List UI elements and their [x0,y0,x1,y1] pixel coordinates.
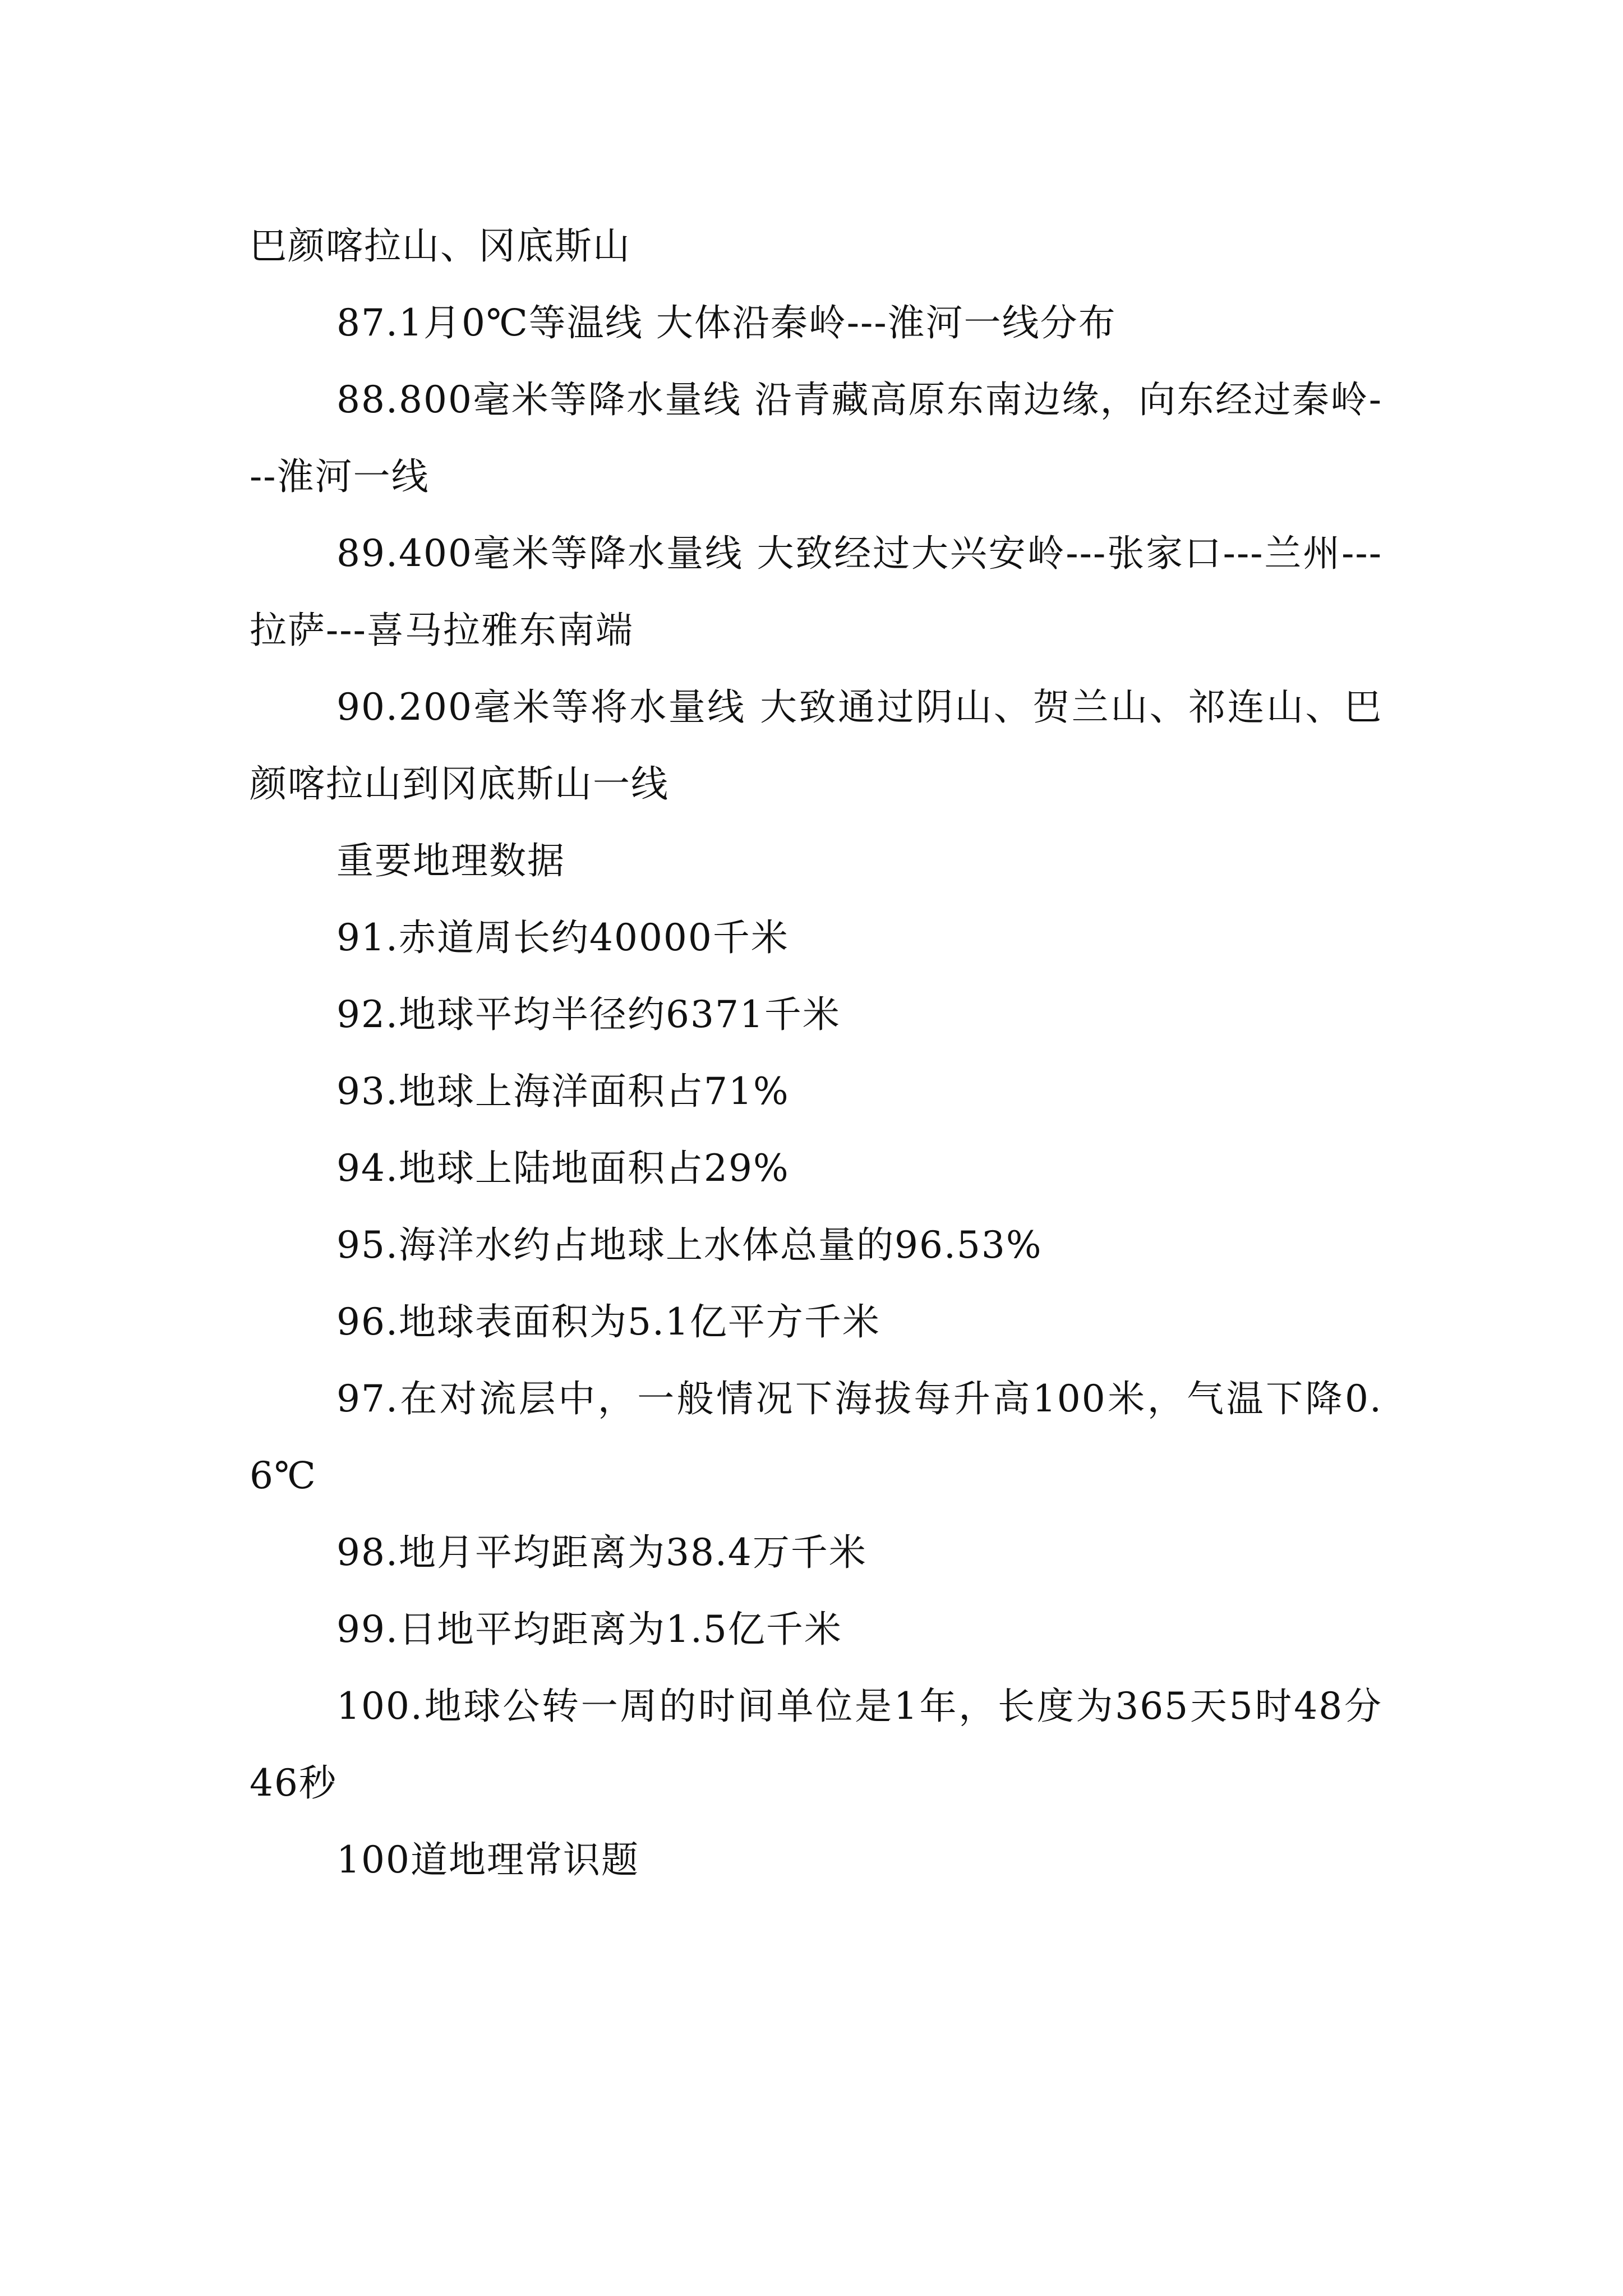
paragraph-95: 95.海洋水约占地球上水体总量的96.53% [336,1223,1043,1267]
paragraph-98: 98.地月平均距离为38.4万千米 [336,1531,867,1574]
paragraph-94: 94.地球上陆地面积占29% [336,1147,790,1190]
paragraph-91: 91.赤道周长约40000千米 [336,916,789,959]
section-heading: 重要地理数据 [336,839,565,882]
paragraph-90: 90.200毫米等将水量线 大致通过阴山、贺兰山、祁连山、巴颜喀拉山到冈底斯山一线 [250,685,1382,806]
paragraph-99: 99.日地平均距离为1.5亿千米 [336,1608,842,1651]
document-footer-title: 100道地理常识题 [336,1838,639,1881]
document-body [250,208,1382,1898]
paragraph-continuation: 巴颜喀拉山、冈底斯山 [250,224,631,268]
paragraph-87: 87.1月0℃等温线 大体沿秦岭---淮河一线分布 [336,301,1117,344]
paragraph-93: 93.地球上海洋面积占71% [336,1070,790,1113]
paragraph-96: 96.地球表面积为5.1亿平方千米 [336,1300,880,1343]
paragraph-92: 92.地球平均半径约6371千米 [336,993,841,1036]
paragraph-97: 97.在对流层中，一般情况下海拔每升高100米，气温下降0.6℃ [250,1377,1382,1497]
paragraph-100: 100.地球公转一周的时间单位是1年，长度为365天5时48分46秒 [250,1685,1382,1805]
paragraph-89: 89.400毫米等降水量线 大致经过大兴安岭---张家口---兰州---拉萨---喜马拉雅东南端 [250,532,1382,652]
paragraph-88: 88.800毫米等降水量线 沿青藏高原东南边缘，向东经过秦岭---淮河一线 [250,378,1382,498]
